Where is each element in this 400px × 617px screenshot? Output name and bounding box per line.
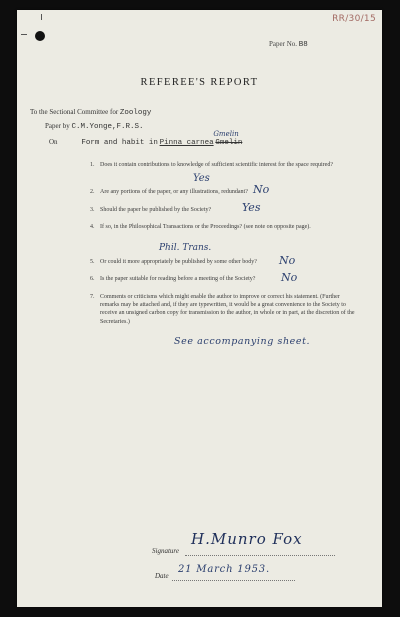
answer-4: Phil. Trans. xyxy=(159,243,212,253)
question-5 xyxy=(90,258,360,266)
question-text: Does it contain contributions to knowledge of sufficient scientific interest for the space required? xyxy=(100,162,333,168)
question-number: 5. xyxy=(90,259,95,265)
question-7 xyxy=(90,293,360,326)
on-label: On xyxy=(49,138,58,146)
paper-by-label: Paper by xyxy=(45,122,70,130)
answer-6: No xyxy=(281,271,298,284)
question-1 xyxy=(90,161,360,169)
question-number: 1. xyxy=(90,162,95,168)
question-text: If so, in the Philosophical Transactions or the Proceedings? (see note on opposite page). xyxy=(100,224,311,230)
paper-number xyxy=(269,40,308,49)
author-line xyxy=(45,122,143,131)
paper-by-value: C.M.Yonge,F.R.S. xyxy=(71,123,144,131)
answer-7: See accompanying sheet. xyxy=(174,336,311,347)
subject-line xyxy=(49,130,243,147)
question-2 xyxy=(90,188,360,196)
signature-line xyxy=(185,555,335,556)
report-sheet xyxy=(17,10,382,607)
punch-hole xyxy=(35,31,45,41)
paper-number-label: Paper No. xyxy=(269,40,297,48)
date-label: Date xyxy=(155,572,169,580)
question-text: Or could it more appropriately be published by some other body? xyxy=(100,259,257,265)
question-number: 2. xyxy=(90,189,95,195)
on-value-prefix: Form and habit in xyxy=(81,139,158,147)
question-text: Should the paper be published by the Society? xyxy=(100,207,212,213)
question-number: 3. xyxy=(90,207,95,213)
date-value: 21 March 1953. xyxy=(178,564,270,575)
question-6 xyxy=(90,275,360,283)
question-4 xyxy=(90,223,360,231)
question-3 xyxy=(90,206,360,214)
question-number: 6. xyxy=(90,276,95,282)
committee-value: Zoology xyxy=(119,109,152,117)
paper-number-value: B8 xyxy=(298,41,308,49)
question-number: 4. xyxy=(90,224,95,230)
on-value-inserted: Gmelin xyxy=(213,130,239,138)
emendation xyxy=(213,130,243,147)
answer-3: Yes xyxy=(242,201,261,214)
question-text: Are any portions of the paper, or any illustrations, redundant? xyxy=(100,189,248,195)
corner-tick-mark xyxy=(21,34,27,35)
committee-label: To the Sectional Committee for xyxy=(30,108,119,116)
archive-reference: RR/30/15 xyxy=(332,14,376,24)
report-title: REFEREE'S REPORT xyxy=(140,77,259,88)
corner-tick-mark xyxy=(41,14,42,20)
question-text: Is the paper suitable for reading before a meeting of the Society? xyxy=(100,276,256,282)
answer-2: No xyxy=(253,183,270,196)
signature: H.Munro Fox xyxy=(191,530,303,548)
on-value-struck: Gmelin xyxy=(215,139,243,147)
committee-line xyxy=(30,108,151,117)
question-number: 7. xyxy=(90,294,95,300)
answer-5: No xyxy=(279,254,296,267)
date-line xyxy=(172,580,295,581)
on-value-underlined: Pinna carnea xyxy=(159,139,214,147)
question-text: Comments or criticisms which might enable the author to improve or correct his statement. (Further remarks may be attached and, if they are typewritten, it would be a great convenience to the Society to receive an unsigned carbon copy for transmission to the author, in whole or in part, at the discretion of the Secretaries.) xyxy=(100,294,355,325)
answer-1: Yes xyxy=(193,173,210,184)
signature-label: Signature xyxy=(152,547,179,555)
